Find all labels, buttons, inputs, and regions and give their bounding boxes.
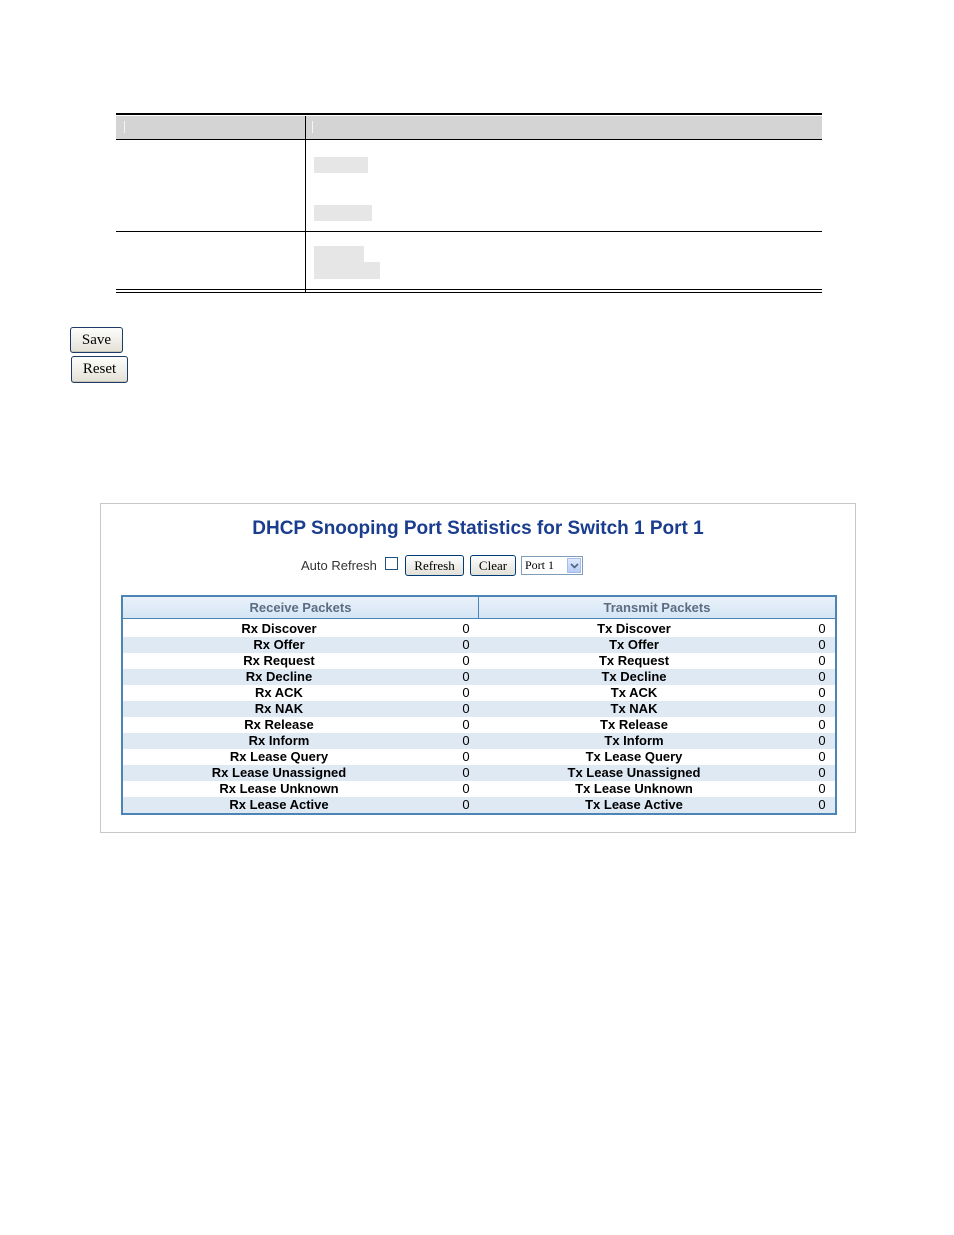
tx-value: 0 [818,669,826,684]
rx-value: 0 [462,749,470,764]
chevron-down-icon-glyph [570,563,579,569]
rx-value: 0 [462,717,470,732]
rx-label: Rx Request [243,653,315,668]
redacted-text [314,246,364,262]
header-cell-description [312,121,313,133]
table-bottom-border [116,289,822,290]
statistics-table-header [123,597,835,619]
tx-label: Tx Decline [601,669,667,684]
redacted-text [314,205,372,221]
table-row [123,701,835,717]
redacted-text [314,262,380,279]
rx-label: Rx Lease Query [229,749,329,764]
clear-button[interactable]: Clear [470,555,516,576]
header-cell-object [124,121,125,133]
table-row [123,621,835,637]
row-divider [116,231,822,232]
tx-label: Tx Lease Active [585,797,683,812]
rx-label: Rx Release [244,717,314,732]
refresh-button[interactable]: Refresh [405,555,464,576]
table-row [123,637,835,653]
rx-label: Rx Discover [241,621,317,636]
table-row [123,765,835,781]
rx-value: 0 [462,781,470,796]
tx-value: 0 [818,797,826,812]
rx-label: Rx Lease Unknown [219,781,339,796]
table-row [123,781,835,797]
rx-label: Rx NAK [254,701,304,716]
tx-label: Tx Inform [604,733,664,748]
save-button[interactable]: Save [70,327,123,353]
rx-value: 0 [462,685,470,700]
parameter-table [116,113,822,293]
tx-label: Tx ACK [610,685,658,700]
rx-value: 0 [462,637,470,652]
tx-value: 0 [818,717,826,732]
receive-packets-header: Receive Packets [249,600,352,615]
rx-value: 0 [462,701,470,716]
tx-value: 0 [818,749,826,764]
rx-label: Rx Decline [245,669,313,684]
auto-refresh-checkbox[interactable] [385,557,398,570]
rx-value: 0 [462,765,470,780]
rx-label: Rx Lease Unassigned [211,765,347,780]
rx-label: Rx Offer [253,637,305,652]
table-row [123,685,835,701]
tx-value: 0 [818,781,826,796]
tx-label: Tx Discover [597,621,671,636]
tx-value: 0 [818,701,826,716]
statistics-table [121,595,837,815]
tx-value: 0 [818,653,826,668]
port-select-value: Port 1 [525,558,555,572]
rx-value: 0 [462,797,470,812]
rx-label: Rx ACK [255,685,303,700]
tx-label: Tx Request [598,653,670,668]
tx-label: Tx Release [600,717,668,732]
tx-value: 0 [818,621,826,636]
tx-label: Tx Lease Unknown [575,781,693,796]
table-top-border [116,113,822,115]
rx-value: 0 [462,669,470,684]
rx-value: 0 [462,653,470,668]
table-bottom-border [116,292,822,293]
auto-refresh-label: Auto Refresh [301,558,377,573]
port-select[interactable] [521,556,583,575]
chevron-down-icon[interactable] [567,558,581,573]
dhcp-statistics-panel [100,503,856,833]
rx-label: Rx Lease Active [229,797,329,812]
tx-label: Tx Lease Query [585,749,683,764]
table-row [123,749,835,765]
table-row [123,797,835,813]
tx-label: Tx Lease Unassigned [567,765,701,780]
table-row [123,653,835,669]
tx-value: 0 [818,733,826,748]
table-header [116,116,822,140]
tx-label: Tx Offer [609,637,659,652]
tx-value: 0 [818,685,826,700]
tx-value: 0 [818,765,826,780]
rx-value: 0 [462,733,470,748]
redacted-text [314,157,368,173]
tx-label: Tx NAK [610,701,658,716]
rx-label: Rx Inform [248,733,310,748]
table-row [123,733,835,749]
table-row [123,717,835,733]
column-divider [305,116,306,292]
tx-value: 0 [818,637,826,652]
transmit-packets-header: Transmit Packets [603,600,711,615]
reset-button[interactable]: Reset [71,356,128,383]
page-title: DHCP Snooping Port Statistics for Switch 1 Port 1 [252,518,704,539]
rx-value: 0 [462,621,470,636]
table-row [123,669,835,685]
